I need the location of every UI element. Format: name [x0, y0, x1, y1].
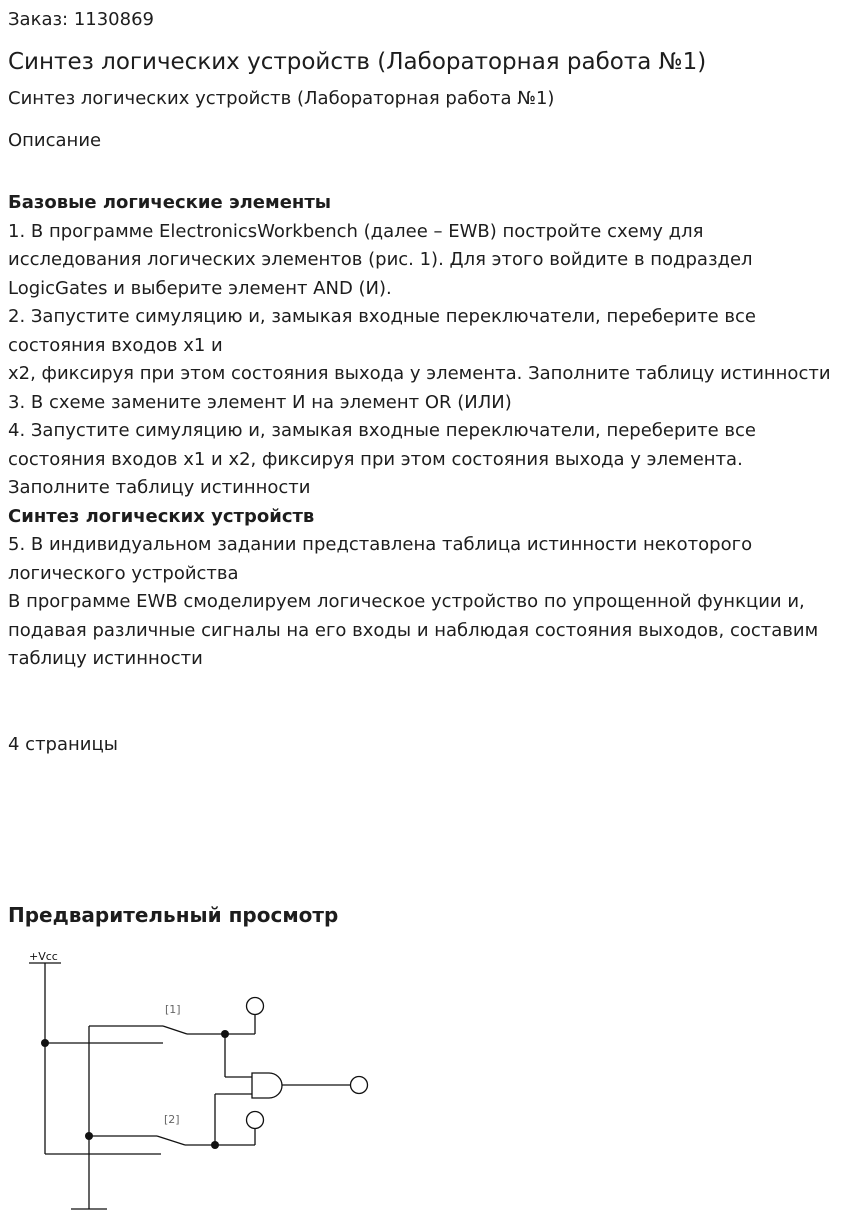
page-count: 4 страницы	[8, 734, 118, 755]
page-subtitle: Синтез логических устройств (Лабораторная работа №1)	[8, 88, 555, 109]
output-lamp	[351, 1077, 368, 1094]
step-5: 5. В индивидуальном задании представлена таблица истинности некоторого логического устройства	[8, 534, 753, 584]
junction-x2	[211, 1141, 219, 1149]
vcc-label: +Vcc	[29, 950, 58, 963]
probe2-lamp	[247, 1112, 264, 1129]
junction-x1	[221, 1030, 229, 1038]
section-heading-basic-elements: Базовые логические элементы	[8, 192, 332, 213]
step-2-part-2: x2, фиксируя при этом состояния выхода у элемента. Заполните таблицу истинности	[8, 363, 831, 384]
description-label: Описание	[8, 130, 102, 151]
switch2-label: [2]	[164, 1113, 180, 1126]
step-4: 4. Запустите симуляцию и, замыкая входные переключатели, переберите все состояния входов x1 и x2, фиксируя при этом состояния выхода у элемента. Заполните таблицу истинности	[8, 420, 756, 498]
step-2-part-1: 2. Запустите симуляцию и, замыкая входные переключатели, переберите все состояния входов x1 и	[8, 306, 756, 356]
probe1-lamp	[247, 998, 264, 1015]
order-number: Заказ: 1130869	[8, 9, 154, 30]
step-1: 1. В программе ElectronicsWorkbench (далее – EWB) постройте схему для исследования логических элементов (рис. 1). Для этого войдите в подраздел LogicGates и выберите элемент AND (И).	[8, 220, 753, 299]
description-body	[8, 189, 838, 674]
model-paragraph: В программе EWB смоделируем логическое устройство по упрощенной функции и, подавая различные сигналы на его входы и наблюдая состояния выходов, составим таблицу истинности	[8, 591, 819, 669]
page-title: Синтез логических устройств (Лабораторная работа №1)	[8, 49, 707, 75]
switch1-blade	[163, 1026, 187, 1034]
and-gate	[252, 1073, 282, 1098]
junction-vcc	[41, 1039, 49, 1047]
section-heading-synthesis: Синтез логических устройств	[8, 505, 315, 527]
circuit-diagram	[18, 945, 378, 1215]
junction-ground	[85, 1132, 93, 1140]
switch2-blade	[157, 1136, 185, 1145]
step-3: 3. В схеме замените элемент И на элемент OR (ИЛИ)	[8, 391, 512, 413]
switch1-label: [1]	[165, 1003, 181, 1016]
preview-heading: Предварительный просмотр	[8, 903, 339, 927]
